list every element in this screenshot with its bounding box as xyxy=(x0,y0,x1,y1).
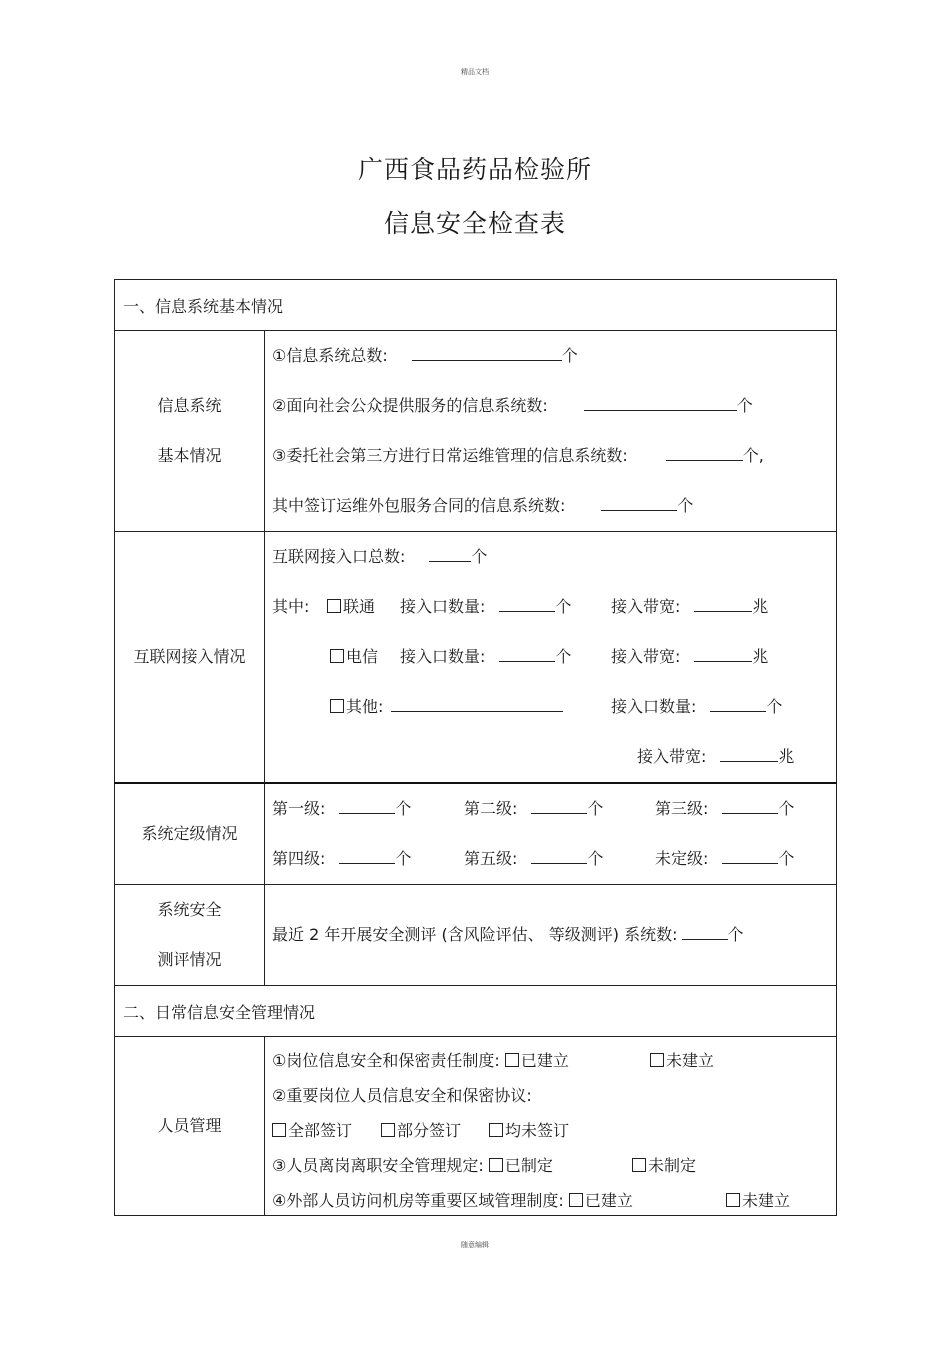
other-ports-group xyxy=(611,682,782,732)
internet-access-row xyxy=(115,532,837,784)
inspection-form-table xyxy=(114,279,837,1216)
unit-label: 个 xyxy=(778,849,795,868)
other-bandwidth-group xyxy=(637,732,794,782)
unit-label: 个 xyxy=(395,799,412,818)
unit-label: 个 xyxy=(736,396,753,415)
basic-label-line2: 基本情况 xyxy=(157,446,222,465)
internet-total-line xyxy=(272,532,836,582)
agreement-options-line xyxy=(272,1113,836,1148)
header-note: 精品文档 xyxy=(461,68,489,76)
port-count-label: 接入口数量: xyxy=(611,697,697,716)
evaluation-row xyxy=(115,885,837,986)
unicom-line xyxy=(272,582,836,632)
departure-formulated-option xyxy=(489,1156,553,1175)
level4-group xyxy=(272,834,411,884)
telecom-checkbox-group xyxy=(330,632,378,682)
unit-label: 个, xyxy=(742,446,764,465)
section1-heading: 一、信息系统基本情况 xyxy=(115,280,837,331)
grading-line2 xyxy=(272,834,836,884)
unit-label: 个 xyxy=(471,547,488,566)
partly-signed-option xyxy=(381,1113,461,1148)
evaluation-label-line2: 测评情况 xyxy=(157,950,222,969)
grading-line1 xyxy=(272,784,836,834)
other-bandwidth-line xyxy=(272,732,836,782)
basic-info-label xyxy=(115,331,265,532)
level5-label: 第五级: xyxy=(464,849,518,868)
outsourced-systems-field[interactable] xyxy=(666,446,743,461)
unit-label: 兆 xyxy=(752,647,769,666)
port-count-label: 接入口数量: xyxy=(400,647,486,666)
level3-field[interactable] xyxy=(722,799,778,814)
evaluation-text: 最近 2 年开展安全测评 (含风险评估、 等级测评) 系统数: xyxy=(272,925,678,944)
unit-label: 个 xyxy=(587,849,604,868)
visitor-built-option xyxy=(569,1191,633,1210)
partly-signed-label: 部分签订 xyxy=(397,1121,462,1140)
responsibility-line xyxy=(272,1043,836,1078)
evaluation-field[interactable] xyxy=(682,925,728,940)
other-checkbox[interactable] xyxy=(330,699,344,713)
evaluation-label xyxy=(115,885,265,986)
visitor-built-checkbox[interactable] xyxy=(569,1193,583,1207)
basic-info-row xyxy=(115,331,837,532)
level1-label: 第一级: xyxy=(272,799,326,818)
telecom-ports-group xyxy=(400,632,571,682)
level4-field[interactable] xyxy=(339,849,395,864)
evaluation-line xyxy=(272,910,836,960)
none-signed-option xyxy=(489,1113,569,1148)
visitor-line xyxy=(272,1183,836,1215)
contract-systems-field[interactable] xyxy=(601,496,677,511)
responsibility-notbuilt-option xyxy=(650,1043,714,1078)
telecom-label: 电信 xyxy=(346,647,379,666)
public-systems-field[interactable] xyxy=(584,396,737,411)
unit-label: 个 xyxy=(766,697,783,716)
visitor-label: ④外部人员访问机房等重要区域管理制度: xyxy=(272,1191,564,1210)
internet-total-label: 互联网接入口总数: xyxy=(272,547,406,566)
other-label: 其他: xyxy=(346,697,384,716)
unit-label: 兆 xyxy=(752,597,769,616)
bandwidth-label: 接入带宽: xyxy=(611,597,681,616)
other-name-field[interactable] xyxy=(391,697,563,712)
bandwidth-label: 接入带宽: xyxy=(611,647,681,666)
not-built-label: 未建立 xyxy=(666,1051,715,1070)
grading-content xyxy=(265,783,837,885)
departure-line xyxy=(272,1148,836,1183)
other-ports-field[interactable] xyxy=(710,697,766,712)
personnel-row xyxy=(115,1037,837,1216)
none-signed-label: 均未签订 xyxy=(505,1121,570,1140)
contract-systems-label: 其中签订运维外包服务合同的信息系统数: xyxy=(272,496,566,515)
telecom-ports-field[interactable] xyxy=(499,647,555,662)
unit-label: 个 xyxy=(395,849,412,868)
ungraded-field[interactable] xyxy=(722,849,778,864)
other-line xyxy=(272,682,836,732)
level4-label: 第四级: xyxy=(272,849,326,868)
basic-label-line1: 信息系统 xyxy=(157,396,222,415)
level5-field[interactable] xyxy=(531,849,587,864)
total-systems-field[interactable] xyxy=(412,346,562,361)
level2-group xyxy=(464,784,603,834)
section1-heading-row xyxy=(115,280,837,331)
level2-label: 第二级: xyxy=(464,799,518,818)
bandwidth-label: 接入带宽: xyxy=(637,747,707,766)
built-label: 已建立 xyxy=(520,1051,569,1070)
grading-label: 系统定级情况 xyxy=(115,783,265,885)
visitor-notbuilt-checkbox[interactable] xyxy=(726,1193,740,1207)
telecom-line xyxy=(272,632,836,682)
responsibility-label: ①岗位信息安全和保密责任制度: xyxy=(272,1051,500,1070)
level3-group xyxy=(655,784,794,834)
not-formulated-label: 未制定 xyxy=(648,1156,697,1175)
evaluation-content xyxy=(265,885,837,986)
evaluation-label-line1: 系统安全 xyxy=(157,900,222,919)
outsourced-systems-label: ③委托社会第三方进行日常运维管理的信息系统数: xyxy=(272,446,628,465)
all-signed-option xyxy=(272,1113,352,1148)
basic-info-content xyxy=(265,331,837,532)
other-checkbox-group xyxy=(330,682,563,732)
departure-formulated-checkbox[interactable] xyxy=(489,1158,503,1172)
unit-label: 个 xyxy=(555,597,572,616)
among-label: 其中: xyxy=(272,597,310,616)
internet-access-content xyxy=(265,532,837,784)
ungraded-label: 未定级: xyxy=(655,849,709,868)
unit-label: 个 xyxy=(555,647,572,666)
unicom-ports-field[interactable] xyxy=(499,597,555,612)
total-systems-label: ①信息系统总数: xyxy=(272,346,388,365)
agreement-label: ②重要岗位人员信息安全和保密协议: xyxy=(272,1086,532,1105)
visitor-notbuilt-option xyxy=(726,1183,790,1218)
internet-access-label: 互联网接入情况 xyxy=(115,532,265,784)
level5-group xyxy=(464,834,603,884)
internet-total-field[interactable] xyxy=(429,547,471,562)
all-signed-label: 全部签订 xyxy=(288,1121,353,1140)
departure-notformulated-checkbox[interactable] xyxy=(632,1158,646,1172)
telecom-bandwidth-field[interactable] xyxy=(694,647,752,662)
outsourced-systems-line xyxy=(272,431,836,481)
unicom-checkbox-group xyxy=(327,582,375,632)
unicom-label: 联通 xyxy=(343,597,376,616)
responsibility-notbuilt-checkbox[interactable] xyxy=(650,1053,664,1067)
contract-systems-line xyxy=(272,481,836,531)
unicom-bandwidth-field[interactable] xyxy=(694,597,752,612)
telecom-checkbox[interactable] xyxy=(330,649,344,663)
unicom-ports-group xyxy=(400,582,571,632)
responsibility-built-checkbox[interactable] xyxy=(505,1053,519,1067)
section2-heading: 二、日常信息安全管理情况 xyxy=(115,986,837,1037)
level2-field[interactable] xyxy=(531,799,587,814)
section2-heading-row xyxy=(115,986,837,1037)
unit-label: 个 xyxy=(727,925,744,944)
none-signed-checkbox[interactable] xyxy=(489,1123,503,1137)
not-built-label: 未建立 xyxy=(742,1191,791,1210)
unicom-checkbox[interactable] xyxy=(327,599,341,613)
built-label: 已建立 xyxy=(584,1191,633,1210)
total-systems-line xyxy=(272,331,836,381)
port-count-label: 接入口数量: xyxy=(400,597,486,616)
document-title: 广西食品药品检验所 xyxy=(357,155,592,184)
level1-group xyxy=(272,784,411,834)
personnel-label: 人员管理 xyxy=(115,1037,265,1216)
level1-field[interactable] xyxy=(339,799,395,814)
personnel-content xyxy=(265,1037,837,1216)
partly-signed-checkbox[interactable] xyxy=(381,1123,395,1137)
footer-note: 随意编辑 xyxy=(461,1241,489,1249)
document-subtitle: 信息安全检查表 xyxy=(383,209,566,238)
unit-label: 个 xyxy=(677,496,694,515)
agreement-line xyxy=(272,1078,836,1113)
other-bandwidth-field[interactable] xyxy=(720,747,778,762)
public-systems-label: ②面向社会公众提供服务的信息系统数: xyxy=(272,396,548,415)
unit-label: 个 xyxy=(778,799,795,818)
ungraded-group xyxy=(655,834,794,884)
telecom-bandwidth-group xyxy=(611,632,768,682)
level3-label: 第三级: xyxy=(655,799,709,818)
departure-notformulated-option xyxy=(632,1148,696,1183)
unit-label: 个 xyxy=(561,346,578,365)
all-signed-checkbox[interactable] xyxy=(272,1123,286,1137)
formulated-label: 已制定 xyxy=(504,1156,553,1175)
grading-row xyxy=(115,783,837,885)
departure-label: ③人员离岗离职安全管理规定: xyxy=(272,1156,484,1175)
unit-label: 个 xyxy=(587,799,604,818)
unicom-bandwidth-group xyxy=(611,582,768,632)
unit-label: 兆 xyxy=(778,747,795,766)
public-systems-line xyxy=(272,381,836,431)
responsibility-built-option xyxy=(505,1051,569,1070)
